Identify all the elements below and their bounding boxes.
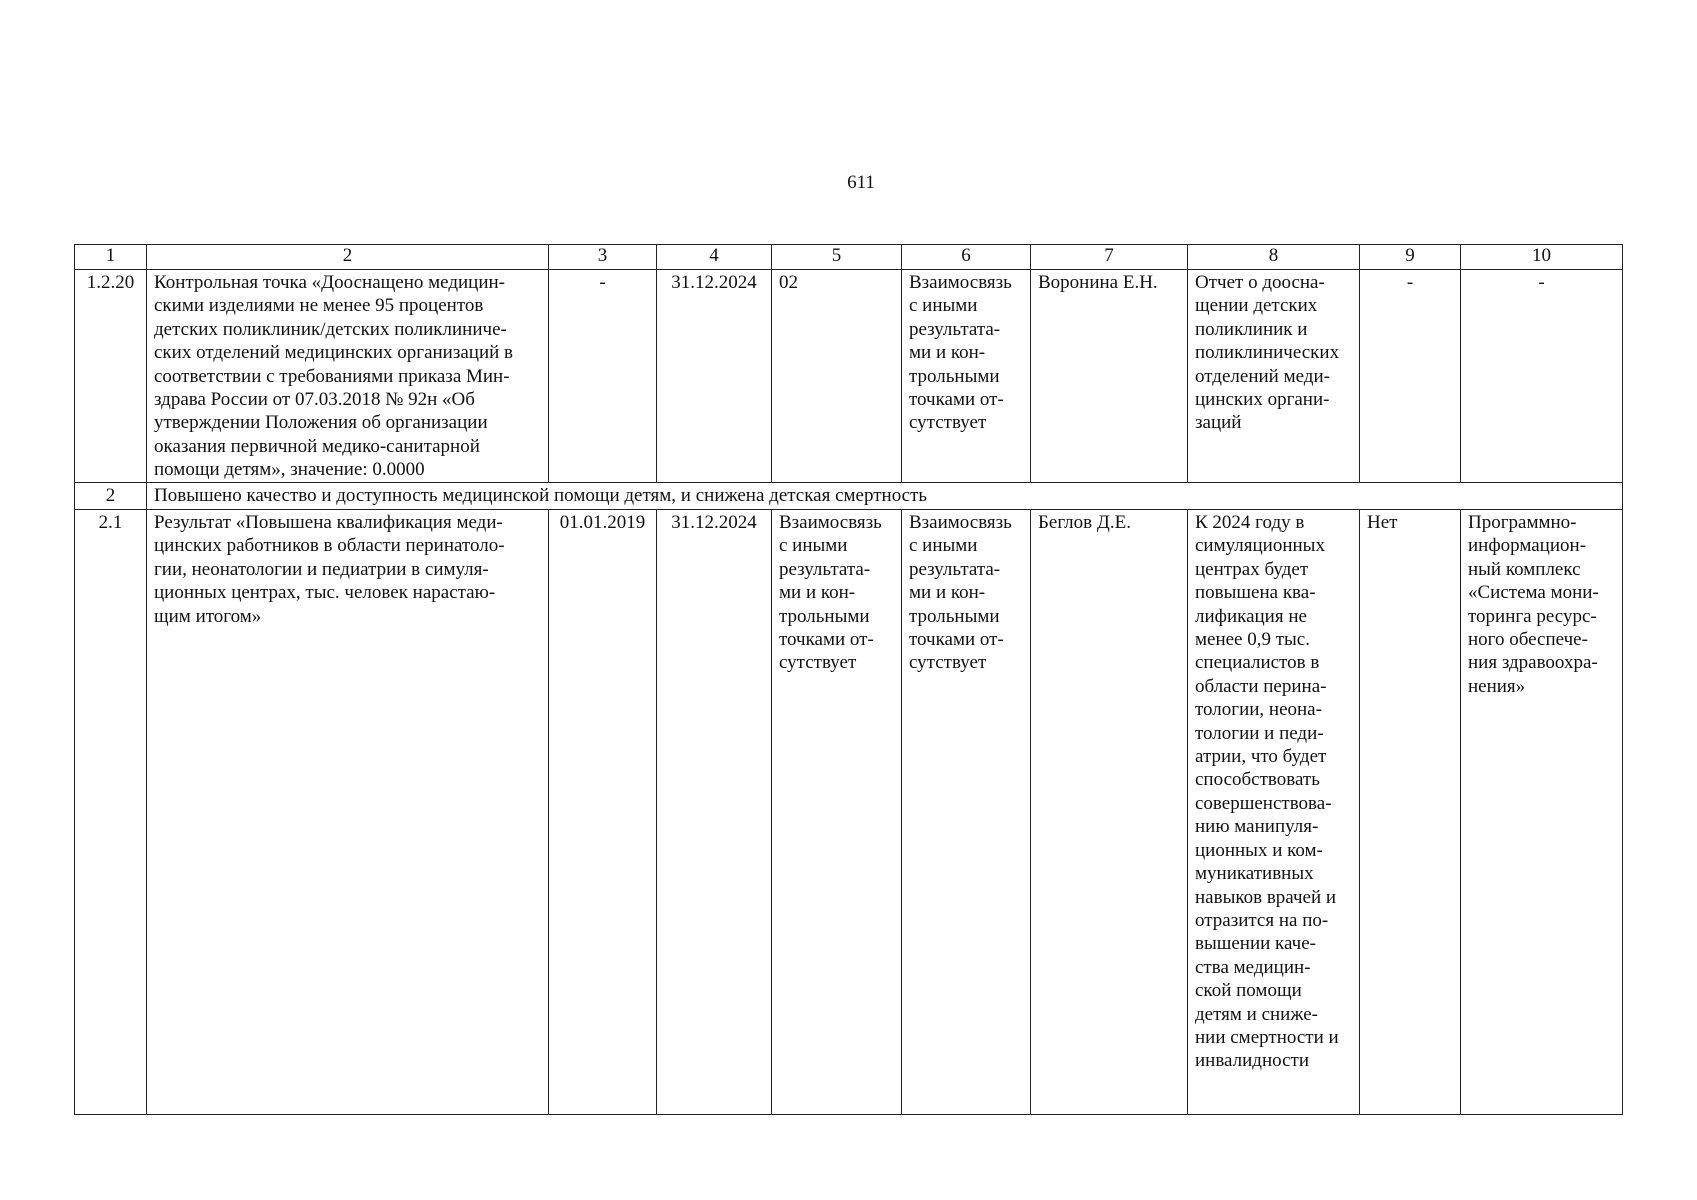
row-col8: Отчет о доосна- щении детских поликлиник и поликлинических отделений меди- цинских органи- заций xyxy=(1188,270,1360,483)
header-cell: 3 xyxy=(549,245,657,270)
header-cell: 8 xyxy=(1188,245,1360,270)
row-col8: К 2024 году в симуляционных центрах будет повышена ква- лификация не менее 0,9 тыс. специалистов в области перина- тологии, неона- тологии и педи- атрии, что будет способствовать совершенствова- нию манипуля- ционных и ком- муникативных навыков врачей и отразится на по- вышении каче- ства медицин- ской помощи детям и сниже- нии смертности и инвалидности xyxy=(1188,510,1360,1115)
row-start-date: 01.01.2019 xyxy=(549,510,657,1115)
row-col5: 02 xyxy=(772,270,902,483)
row-col5: Взаимосвязь с иными результата- ми и кон- трольными точками от- сутствует xyxy=(772,510,902,1115)
section-row xyxy=(75,483,1623,510)
row-responsible: Воронина Е.Н. xyxy=(1031,270,1188,483)
row-name: Результат «Повышена квалификация меди- цинских работников в области перинатоло- гии, неонатологии и педиатрии в симуля- ционных центрах, тыс. человек нарастаю- щим итогом» xyxy=(147,510,549,1115)
row-name: Контрольная точка «Дооснащено медицин- скими изделиями не менее 95 процентов детских поликлиник/детских поликлиниче- ских отделений медицинских организаций в соответствии с требованиями приказа Мин- здрава России от 07.03.2018 № 92н «Об утверждении Положения об организации оказания первичной медико-санитарной помощи детям», значение: 0.0000 xyxy=(147,270,549,483)
row-number: 2.1 xyxy=(75,510,147,1115)
header-cell: 2 xyxy=(147,245,549,270)
header-cell: 1 xyxy=(75,245,147,270)
row-start-date: - xyxy=(549,270,657,483)
table-row xyxy=(75,510,1623,1115)
row-col6: Взаимосвязь с иными результата- ми и кон- трольными точками от- сутствует xyxy=(902,270,1031,483)
plan-table xyxy=(74,244,1623,1115)
row-number: 1.2.20 xyxy=(75,270,147,483)
header-cell: 5 xyxy=(772,245,902,270)
row-responsible: Беглов Д.Е. xyxy=(1031,510,1188,1115)
header-cell: 7 xyxy=(1031,245,1188,270)
row-end-date: 31.12.2024 xyxy=(657,510,772,1115)
row-col6: Взаимосвязь с иными результата- ми и кон- трольными точками от- сутствует xyxy=(902,510,1031,1115)
table-row xyxy=(75,270,1623,483)
header-cell: 4 xyxy=(657,245,772,270)
row-col9: - xyxy=(1360,270,1461,483)
section-number: 2 xyxy=(75,483,147,510)
section-title: Повышено качество и доступность медицинской помощи детям, и снижена детская смертность xyxy=(147,483,1623,510)
page-number: 611 xyxy=(847,172,875,193)
header-cell: 10 xyxy=(1461,245,1623,270)
header-cell: 9 xyxy=(1360,245,1461,270)
row-col9: Нет xyxy=(1360,510,1461,1115)
row-end-date: 31.12.2024 xyxy=(657,270,772,483)
row-col10: Программно- информацион- ный комплекс «Система мони- торинга ресурс- ного обеспече- ния здравоохра- нения» xyxy=(1461,510,1623,1115)
header-cell: 6 xyxy=(902,245,1031,270)
row-col10: - xyxy=(1461,270,1623,483)
header-row xyxy=(75,245,1623,270)
